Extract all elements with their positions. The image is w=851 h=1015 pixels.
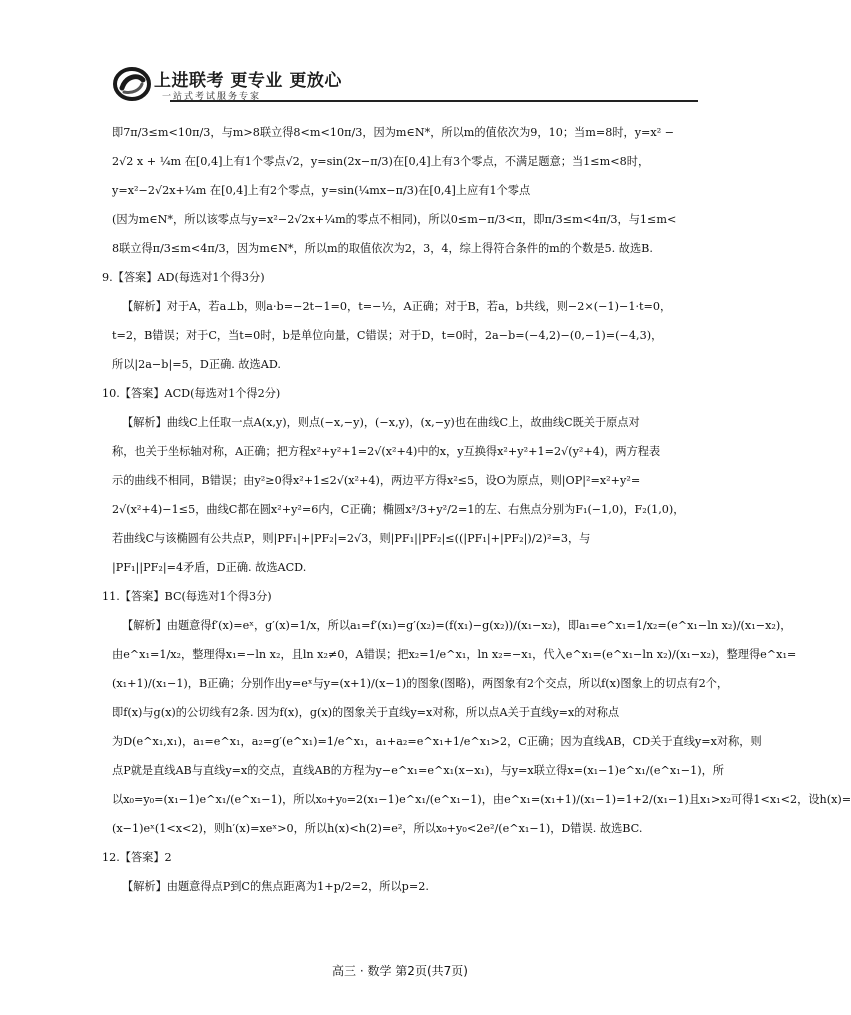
text-line: (x₁+1)/(x₁−1)，B正确；分别作出y=eˣ与y=(x+1)/(x−1)的图象(图略)，两图象有2个交点，所以f(x)图象上的切点有2个， xyxy=(112,677,729,690)
text-line: 若曲线C与该椭圆有公共点P，则|PF₁|+|PF₂|=2√3，则|PF₁||PF₂|≤((|PF₁|+|PF₂|)/2)²=3，与 xyxy=(112,532,591,545)
answer-heading-11: 11.【答案】BC(每选对1个得3分) xyxy=(102,590,272,603)
text-line: 即7π/3≤m<10π/3，与m>8联立得8<m<10π/3，因为m∈N*，所以m的值依次为9，10；当m=8时，y=x² − xyxy=(112,126,675,139)
text-line: 点P就是直线AB与直线y=x的交点，直线AB的方程为y−e^x₁=e^x₁(x−x₁)，与y=x联立得x=(x₁−1)e^x₁/(e^x₁−1)，所 xyxy=(112,764,724,777)
text-line: 2√2 x + ¼m 在[0,4]上有1个零点√2，y=sin(2x−π/3)在[0,4]上有3个零点，不满足题意；当1≤m<8时， xyxy=(112,155,650,168)
text-line: (x−1)eˣ(1<x<2)，则h′(x)=xeˣ>0，所以h(x)<h(2)=e²，所以x₀+y₀<2e²/(e^x₁−1)，D错误. 故选BC. xyxy=(112,822,643,835)
answer-heading-9: 9.【答案】AD(每选对1个得3分) xyxy=(102,271,265,284)
text-line: 【解析】由题意得点P到C的焦点距离为1+p/2=2，所以p=2. xyxy=(122,880,429,893)
text-line: 2√(x²+4)−1≤5，曲线C都在圆x²+y²=6内，C正确；椭圆x²/3+y²/2=1的左、右焦点分别为F₁(−1,0)，F₂(1,0)， xyxy=(112,503,685,516)
text-line: y=x²−2√2x+¼m 在[0,4]上有2个零点，y=sin(¼mx−π/3)在[0,4]上应有1个零点 xyxy=(112,184,531,197)
text-line: 【解析】由题意得f′(x)=eˣ，g′(x)=1/x，所以a₁=f′(x₁)=g′(x₂)=(f(x₁)−g(x₂))/(x₁−x₂)，即a₁=e^x₁=1/x₂=(e^x₁−ln x₂)/(x₁−x₂)， xyxy=(122,619,792,632)
text-line: 称，也关于坐标轴对称，A正确；把方程x²+y²+1=2√(x²+4)中的x，y互换得x²+y²+1=2√(y²+4)，两方程表 xyxy=(112,445,661,458)
text-line: 由e^x₁=1/x₂，整理得x₁=−ln x₂，且ln x₂≠0，A错误；把x₂=1/e^x₁，ln x₂=−x₁，代入e^x₁=(e^x₁−ln x₂)/(x₁−x₂)，整理得e^x₁= xyxy=(112,648,797,661)
solution-content xyxy=(102,118,851,901)
text-line: 为D(e^x₁,x₁)，a₁=e^x₁，a₂=g′(e^x₁)=1/e^x₁，a₁+a₂=e^x₁+1/e^x₁>2，C正确；因为直线AB，CD关于直线y=x对称，则 xyxy=(112,735,762,748)
text-line: |PF₁||PF₂|=4矛盾，D正确. 故选ACD. xyxy=(112,561,307,574)
brand-subtitle: 一站式考试服务专家 xyxy=(162,92,262,102)
swirl-logo-icon xyxy=(112,64,152,104)
page-footer: 高三 · 数学 第2页(共7页) xyxy=(332,964,468,978)
answer-heading-12: 12.【答案】2 xyxy=(102,851,172,864)
answer-heading-10: 10.【答案】ACD(每选对1个得2分) xyxy=(102,387,281,400)
brand-slogan: 上进联考 更专业 更放心 xyxy=(154,71,342,91)
text-line: t=2，B错误；对于C，当t=0时，b是单位向量，C错误；对于D，t=0时，2a−b=(−4,2)−(0,−1)=(−4,3)， xyxy=(112,329,663,342)
text-line: 以x₀=y₀=(x₁−1)e^x₁/(e^x₁−1)，所以x₀+y₀=2(x₁−1)e^x₁/(e^x₁−1)，由e^x₁=(x₁+1)/(x₁−1)=1+2/(x₁−1)且x₁>x₂可得1<x₁<2，设h(x)= xyxy=(112,793,851,806)
text-line: 8联立得π/3≤m<4π/3，因为m∈N*，所以m的取值依次为2，3，4，综上得符合条件的m的个数是5. 故选B. xyxy=(112,242,653,255)
text-line: 【解析】对于A，若a⊥b，则a·b=−2t−1=0，t=−½，A正确；对于B，若a，b共线，则−2×(−1)−1·t=0， xyxy=(122,300,672,313)
header-divider xyxy=(170,100,698,102)
text-line: 所以|2a−b|=5，D正确. 故选AD. xyxy=(112,358,281,371)
text-line: 示的曲线不相同，B错误；由y²≥0得x²+1≤2√(x²+4)，两边平方得x²≤5，设O为原点，则|OP|²=x²+y²= xyxy=(112,474,641,487)
text-line: 即f(x)与g(x)的公切线有2条. 因为f(x)，g(x)的图象关于直线y=x对称，所以点A关于直线y=x的对称点 xyxy=(112,706,620,719)
text-line: (因为m∈N*，所以该零点与y=x²−2√2x+¼m的零点不相同)，所以0≤m−π/3<π，即π/3≤m<4π/3，与1≤m< xyxy=(112,213,677,226)
text-line: 【解析】曲线C上任取一点A(x,y)，则点(−x,−y)，(−x,y)，(x,−y)也在曲线C上，故曲线C既关于原点对 xyxy=(122,416,640,429)
